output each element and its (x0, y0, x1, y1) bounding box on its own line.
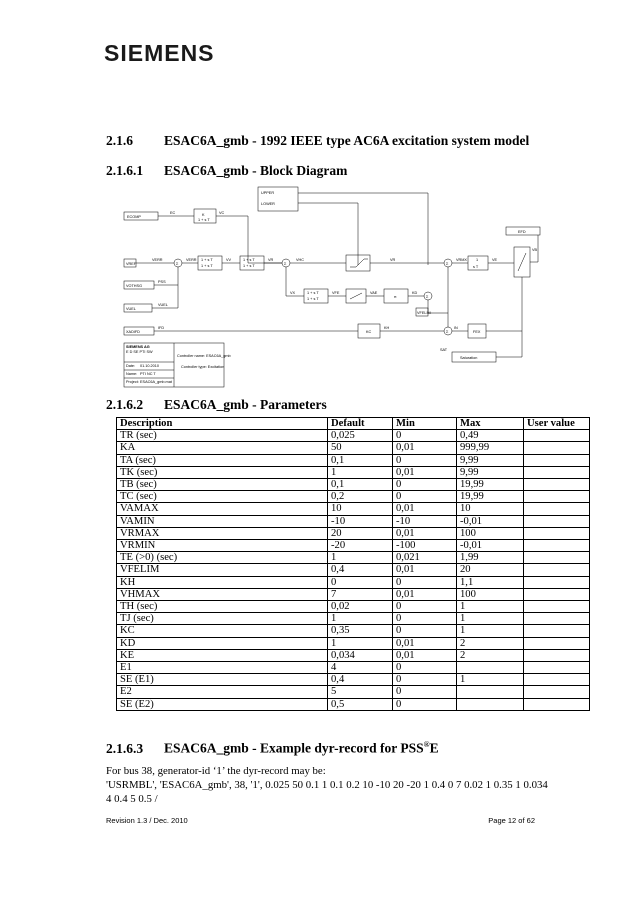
cell-min: -100 (393, 540, 457, 552)
fb-tf1-label: 1 + s T (307, 291, 319, 295)
lower-label: LOWER (261, 202, 275, 206)
cell-max: 100 (457, 588, 524, 600)
table-row (117, 527, 590, 539)
cell-description: SE (E1) (117, 674, 328, 686)
cell-description: KC (117, 625, 328, 637)
cell-user-value (524, 576, 590, 588)
table-row (117, 503, 590, 515)
cell-user-value (524, 564, 590, 576)
cell-default: 0,034 (328, 649, 393, 661)
table-row (117, 540, 590, 552)
sum5-symbol: Σ (446, 330, 449, 334)
section-title: ESAC6A_gmb - Example dyr-record for PSS (164, 740, 424, 756)
cell-default: 0,35 (328, 625, 393, 637)
tf2-label: 1 + s T (201, 264, 213, 268)
parameters-table (116, 417, 590, 711)
vv-label: VV (226, 258, 232, 262)
cell-max: 1 (457, 613, 524, 625)
in-label: IN (454, 326, 458, 330)
cell-min: 0 (393, 686, 457, 698)
cell-user-value (524, 637, 590, 649)
cell-min: 0,01 (393, 442, 457, 454)
sum3-symbol: Σ (446, 262, 449, 266)
section-title: ESAC6A_gmb - Parameters (164, 397, 327, 412)
cell-description: KE (117, 649, 328, 661)
table-row (117, 613, 590, 625)
cell-min: 0 (393, 576, 457, 588)
sum4-symbol: Σ (426, 295, 429, 299)
cell-max (457, 698, 524, 710)
cell-user-value (524, 686, 590, 698)
cell-description: VFELIM (117, 564, 328, 576)
cell-min: 0,01 (393, 637, 457, 649)
vrmx-label: VRMX (456, 258, 467, 262)
ec-label: EC (170, 211, 176, 215)
cell-user-value (524, 479, 590, 491)
vfelim-label: VFELIM (417, 311, 431, 315)
cell-min: 0,01 (393, 649, 457, 661)
vfe-label: VFE (332, 291, 340, 295)
cell-description: TB (sec) (117, 479, 328, 491)
info-project: ESAC6A_gmb.mat (140, 380, 172, 384)
cell-max: 2 (457, 649, 524, 661)
cell-max: 1 (457, 674, 524, 686)
info-name-label: Name: (126, 372, 138, 376)
cell-user-value (524, 454, 590, 466)
cell-user-value (524, 552, 590, 564)
table-row (117, 588, 590, 600)
cell-description: TE (>0) (sec) (117, 552, 328, 564)
footer-page-number: Page 12 of 62 (488, 816, 535, 825)
upper-label: UPPER (261, 191, 275, 195)
kd-label: KD (412, 291, 418, 295)
cell-description: VRMAX (117, 527, 328, 539)
cell-default: 5 (328, 686, 393, 698)
cell-max (457, 686, 524, 698)
vr-label: VR (268, 258, 274, 262)
registered-mark: ® (423, 740, 430, 749)
sum1-symbol: Σ (176, 262, 179, 266)
vc-label: VC (219, 211, 225, 215)
cell-default: 0,1 (328, 454, 393, 466)
cell-default: 0 (328, 576, 393, 588)
cell-default: 20 (328, 527, 393, 539)
info-dept: E D SE PTI SW (126, 350, 153, 354)
cell-min: 0 (393, 601, 457, 613)
cell-default: 0,02 (328, 601, 393, 613)
vothsg-label: VOTHSG (126, 284, 143, 288)
example-intro: For bus 38, generator-id ‘1’ the dyr-record may be: (106, 765, 326, 777)
section-heading-example (106, 740, 439, 757)
vhc-label: VHC (296, 258, 305, 262)
cell-max: 999,99 (457, 442, 524, 454)
cell-description: KA (117, 442, 328, 454)
cell-user-value (524, 503, 590, 515)
cell-description: TJ (sec) (117, 613, 328, 625)
col-max: Max (457, 418, 524, 430)
cell-min: 0,021 (393, 552, 457, 564)
cell-default: 1 (328, 637, 393, 649)
cell-user-value (524, 540, 590, 552)
cell-user-value (524, 698, 590, 710)
one-label: 1 (476, 258, 479, 262)
table-row (117, 674, 590, 686)
table-row (117, 662, 590, 674)
info-project-label: Project: (126, 380, 139, 384)
cell-default: 7 (328, 588, 393, 600)
verr-label: VERR (152, 258, 163, 262)
pss-label: PSS (158, 280, 166, 284)
cell-default: 0,4 (328, 564, 393, 576)
cell-min: 0,01 (393, 588, 457, 600)
cell-min: 0 (393, 625, 457, 637)
table-row (117, 515, 590, 527)
cell-max: 1,1 (457, 576, 524, 588)
efd-label: EFD (518, 230, 526, 234)
table-row (117, 625, 590, 637)
table-row (117, 637, 590, 649)
col-description: Description (117, 418, 328, 430)
cell-default: 0,2 (328, 491, 393, 503)
sum2-symbol: Σ (284, 262, 287, 266)
cell-description: VAMAX (117, 503, 328, 515)
section-heading-params (106, 397, 327, 413)
cell-default: 0,5 (328, 698, 393, 710)
cell-max: 19,99 (457, 491, 524, 503)
cell-max: 20 (457, 564, 524, 576)
table-row (117, 698, 590, 710)
tf3-label: 1 + s T (243, 258, 255, 262)
section-number: 2.1.6.2 (106, 397, 144, 412)
section-number: 2.1.6 (106, 133, 133, 148)
col-min: Min (393, 418, 457, 430)
cell-max: 1 (457, 601, 524, 613)
cell-default: 0,1 (328, 479, 393, 491)
example-record-line-2: 4 0.4 5 0.5 / (106, 793, 158, 805)
st-label: s T (473, 265, 479, 269)
fex-label: FEX (473, 330, 481, 334)
fb-tf2-label: 1 + s T (307, 297, 319, 301)
section-title: ESAC6A_gmb - Block Diagram (164, 163, 348, 178)
ve-label: VE (492, 258, 498, 262)
info-date-label: Date: (126, 364, 136, 368)
footer-revision: Revision 1.3 / Dec. 2010 (106, 816, 188, 825)
cell-max: 1 (457, 625, 524, 637)
cell-user-value (524, 625, 590, 637)
sat-label: SAT (440, 348, 448, 352)
cell-min: 0 (393, 698, 457, 710)
vx-label: VX (290, 291, 296, 295)
cell-max (457, 662, 524, 674)
vuel2-label: VUEL (158, 303, 168, 307)
cell-max: 10 (457, 503, 524, 515)
cell-user-value (524, 527, 590, 539)
cell-max: -0,01 (457, 540, 524, 552)
cell-min: 0,01 (393, 527, 457, 539)
vbase-label: VB (532, 248, 538, 252)
section-title-tail: E (429, 740, 439, 756)
info-company: SIEMENS AG (126, 345, 150, 349)
cell-default: 50 (328, 442, 393, 454)
cell-max: 2 (457, 637, 524, 649)
cell-default: 0,025 (328, 430, 393, 442)
block-diagram (118, 185, 548, 390)
kc-label: KC (366, 330, 372, 334)
cell-user-value (524, 649, 590, 661)
cell-min: 0,01 (393, 466, 457, 478)
table-row (117, 564, 590, 576)
section-title: ESAC6A_gmb - 1992 IEEE type AC6A excitation system model (164, 133, 530, 148)
xadifd-label: XADIFD (126, 330, 140, 334)
cell-min: 0 (393, 613, 457, 625)
cell-user-value (524, 613, 590, 625)
cell-user-value (524, 515, 590, 527)
col-user-value: User value (524, 418, 590, 430)
cell-description: KH (117, 576, 328, 588)
cell-max: -0,01 (457, 515, 524, 527)
cell-description: TK (sec) (117, 466, 328, 478)
cell-description: TR (sec) (117, 430, 328, 442)
ecomp-label: ECOMP (127, 215, 141, 219)
section-number: 2.1.6.3 (106, 740, 144, 756)
cell-min: 0 (393, 454, 457, 466)
khv-label: KH (384, 326, 390, 330)
cell-user-value (524, 466, 590, 478)
example-record (106, 764, 576, 806)
cell-default: 0,4 (328, 674, 393, 686)
cell-user-value (524, 601, 590, 613)
ifd-label: IFD (158, 326, 165, 330)
cell-description: KD (117, 637, 328, 649)
vref-label: VREF (126, 262, 137, 266)
verr2-label: VERR (186, 258, 197, 262)
cell-min: -10 (393, 515, 457, 527)
cell-user-value (524, 442, 590, 454)
tf-label: 1 + s T (198, 218, 210, 222)
table-row (117, 491, 590, 503)
section-heading-diagram (106, 163, 347, 179)
table-header-row (117, 418, 590, 430)
info-date: 01.10.2010 (140, 364, 160, 368)
info-controller-type: Controller type: Excitation (181, 365, 225, 369)
pi-label: π (394, 295, 397, 299)
cell-default: 1 (328, 613, 393, 625)
table-row (117, 552, 590, 564)
cell-max: 9,99 (457, 466, 524, 478)
table-row (117, 601, 590, 613)
cell-user-value (524, 430, 590, 442)
info-controller-name: Controller name: ESAC6A_gmb (177, 354, 231, 358)
table-row (117, 466, 590, 478)
cell-max: 19,99 (457, 479, 524, 491)
cell-description: SE (E2) (117, 698, 328, 710)
cell-default: -10 (328, 515, 393, 527)
table-row (117, 442, 590, 454)
cell-description: VHMAX (117, 588, 328, 600)
cell-max: 1,99 (457, 552, 524, 564)
cell-user-value (524, 674, 590, 686)
cell-default: 1 (328, 466, 393, 478)
cell-max: 0,49 (457, 430, 524, 442)
cell-default: 4 (328, 662, 393, 674)
cell-description: TH (sec) (117, 601, 328, 613)
cell-description: E2 (117, 686, 328, 698)
cell-default: -20 (328, 540, 393, 552)
cell-min: 0 (393, 430, 457, 442)
info-name: PTI NC T (140, 372, 156, 376)
cell-min: 0,01 (393, 503, 457, 515)
cell-description: E1 (117, 662, 328, 674)
saturation-label: Saturation (460, 356, 478, 360)
col-default: Default (328, 418, 393, 430)
example-record-line-1: 'USRMBL', 'ESAC6A_gmb', 38, '1', 0.025 50 0.1 1 0.1 0.2 10 -10 20 -20 1 0.4 0 7 0.02 1 0.35 1 0.034 (106, 779, 548, 791)
section-heading-main (106, 133, 529, 149)
cell-description: TA (sec) (117, 454, 328, 466)
cell-min: 0,01 (393, 564, 457, 576)
cell-description: VRMIN (117, 540, 328, 552)
cell-min: 0 (393, 674, 457, 686)
table-row (117, 454, 590, 466)
cell-min: 0 (393, 662, 457, 674)
table-row (117, 479, 590, 491)
tf4-label: 1 + s T (243, 264, 255, 268)
section-number: 2.1.6.1 (106, 163, 144, 178)
cell-default: 10 (328, 503, 393, 515)
table-row (117, 576, 590, 588)
cell-description: TC (sec) (117, 491, 328, 503)
siemens-logo: SIEMENS (104, 40, 215, 66)
cell-default: 1 (328, 552, 393, 564)
k-block-label: K (202, 213, 205, 217)
cell-user-value (524, 491, 590, 503)
cell-max: 100 (457, 527, 524, 539)
vae-label: VAE (370, 291, 378, 295)
cell-user-value (524, 588, 590, 600)
cell-min: 0 (393, 479, 457, 491)
cell-max: 9,99 (457, 454, 524, 466)
table-row (117, 430, 590, 442)
cell-user-value (524, 662, 590, 674)
vuel-label: VUEL (126, 307, 136, 311)
cell-description: VAMIN (117, 515, 328, 527)
table-row (117, 649, 590, 661)
tf1-label: 1 + s T (201, 258, 213, 262)
table-row (117, 686, 590, 698)
vrmax-label: VR (390, 258, 396, 262)
cell-min: 0 (393, 491, 457, 503)
